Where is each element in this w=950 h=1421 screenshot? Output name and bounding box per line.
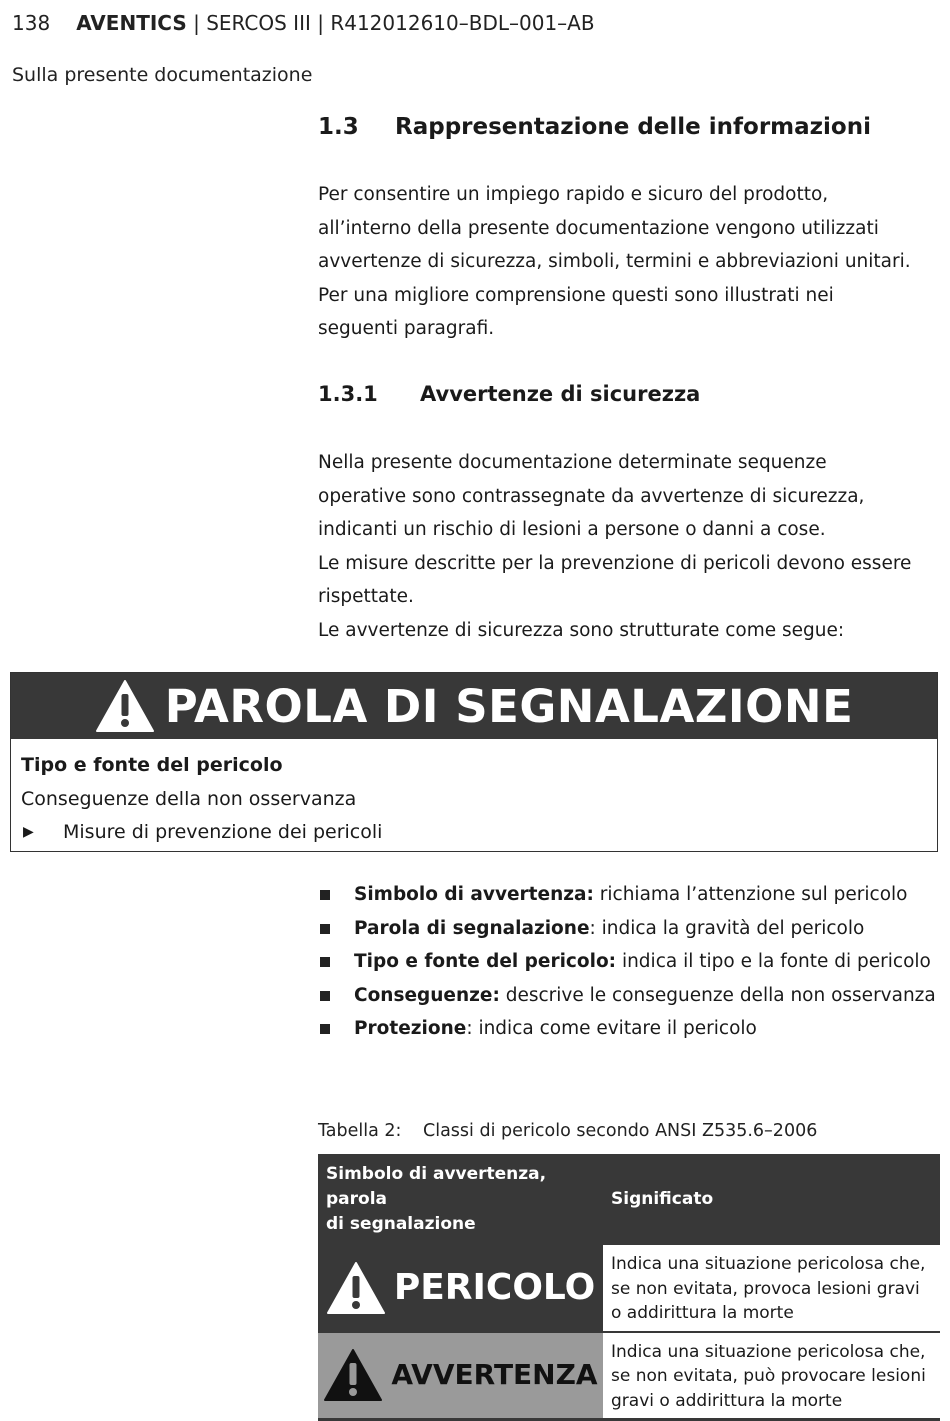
square-bullet-icon: [320, 1024, 330, 1034]
list-item-term: Parola di segnalazione: [354, 917, 590, 939]
list-item-text: descrive le conseguenze della non osservanza: [499, 984, 936, 1006]
paragraph-line: Per consentire un impiego rapido e sicuro del prodotto,: [318, 184, 829, 205]
table-caption-label: Tabella 2:: [318, 1121, 402, 1141]
list-item: [318, 945, 940, 979]
warning-elements-list: [318, 878, 940, 1046]
page-number: 138: [12, 11, 51, 35]
paragraph-line: avvertenze di sicurezza, simboli, termini e abbreviazioni unitari.: [318, 251, 911, 272]
column-header-meaning: Significato: [603, 1154, 940, 1245]
brand-name: AVENTICS: [76, 11, 187, 35]
square-bullet-icon: [320, 957, 330, 967]
chapter-header: Sulla presente documentazione: [12, 64, 313, 86]
list-item-term: Protezione: [354, 1018, 467, 1039]
paragraph-line: Le avvertenze di sicurezza sono strutturate come segue:: [318, 619, 845, 641]
paragraph-line: operative sono contrassegnate da avvertenze di sicurezza,: [318, 485, 865, 507]
paragraph-line: Nella presente documentazione determinate sequenze: [318, 452, 827, 473]
warning-template-box: [10, 672, 938, 852]
paragraph-line: rispettate.: [318, 586, 414, 607]
running-header: [12, 11, 595, 35]
signal-cell-danger: [318, 1245, 603, 1332]
paragraph-line: Le misure descritte per la prevenzione di pericoli devono essere: [318, 552, 912, 574]
paragraph-line: all’interno della presente documentazione vengono utilizzati: [318, 217, 879, 239]
column-header-symbol: Simbolo di avvertenza, parola di segnalazione: [318, 1154, 603, 1245]
hazard-measures-text: Misure di prevenzione dei pericoli: [63, 821, 383, 843]
table-row: [318, 1245, 940, 1332]
table-row: [318, 1332, 940, 1420]
hazard-consequences: Conseguenze della non osservanza: [21, 787, 357, 810]
header-doc-id: | SERCOS III | R412012610–BDL–001–AB: [186, 11, 595, 35]
table-header-row: [318, 1154, 940, 1245]
list-item-term: Conseguenze:: [354, 984, 500, 1006]
hazard-classes-table: [318, 1154, 940, 1421]
list-item: [318, 979, 940, 1013]
meaning-cell: Indica una situazione pericolosa che, se non evitata, provoca lesioni gravi o addirittura la morte: [603, 1245, 940, 1332]
meaning-cell: Indica una situazione pericolosa che, se non evitata, può provocare lesioni gravi o addirittura la morte: [603, 1332, 940, 1420]
section-title: Rappresentazione delle informazioni: [395, 114, 871, 140]
list-item-text: : indica la gravità del pericolo: [589, 917, 865, 939]
signal-word-warning: AVVERTENZA: [391, 1358, 598, 1391]
list-item-text: richiama l’attenzione sul pericolo: [593, 884, 908, 905]
list-item: [318, 912, 940, 946]
warning-triangle-icon: [326, 1261, 386, 1315]
warning-triangle-icon: [323, 1348, 383, 1402]
section-1-3-1-paragraph: [318, 446, 940, 647]
list-item: [318, 1012, 940, 1046]
section-heading-1-3-1: [318, 382, 940, 406]
list-item-term: Simbolo di avvertenza:: [354, 884, 594, 905]
list-item-term: Tipo e fonte del pericolo:: [354, 951, 617, 972]
signal-word: PAROLA DI SEGNALAZIONE: [164, 679, 854, 733]
signal-word-bar: [11, 673, 937, 739]
table-caption: [318, 1121, 817, 1141]
section-heading-1-3: [318, 114, 940, 140]
signal-word-danger: PERICOLO: [393, 1266, 596, 1308]
signal-cell-warning: [318, 1332, 603, 1420]
section-number: 1.3: [318, 114, 359, 140]
section-title: Avvertenze di sicurezza: [420, 382, 701, 406]
square-bullet-icon: [320, 991, 330, 1001]
paragraph-line: seguenti paragrafi.: [318, 318, 495, 339]
warning-body: [11, 739, 937, 850]
warning-triangle-icon: [95, 679, 155, 733]
paragraph-line: indicanti un rischio di lesioni a persone o danni a cose.: [318, 519, 826, 540]
paragraph-line: Per una migliore comprensione questi sono illustrati nei: [318, 284, 834, 306]
arrow-right-icon: ▶: [23, 824, 34, 840]
hazard-measures: [21, 816, 927, 850]
list-item-text: indica il tipo e la fonte di pericolo: [616, 951, 931, 972]
list-item: [318, 878, 940, 912]
table-caption-text: Classi di pericolo secondo ANSI Z535.6–2006: [423, 1121, 818, 1141]
square-bullet-icon: [320, 924, 330, 934]
square-bullet-icon: [320, 890, 330, 900]
list-item-text: : indica come evitare il pericolo: [466, 1018, 757, 1039]
section-1-3-paragraph: [318, 178, 940, 346]
hazard-type-source: Tipo e fonte del pericolo: [21, 754, 283, 776]
section-number: 1.3.1: [318, 382, 378, 406]
